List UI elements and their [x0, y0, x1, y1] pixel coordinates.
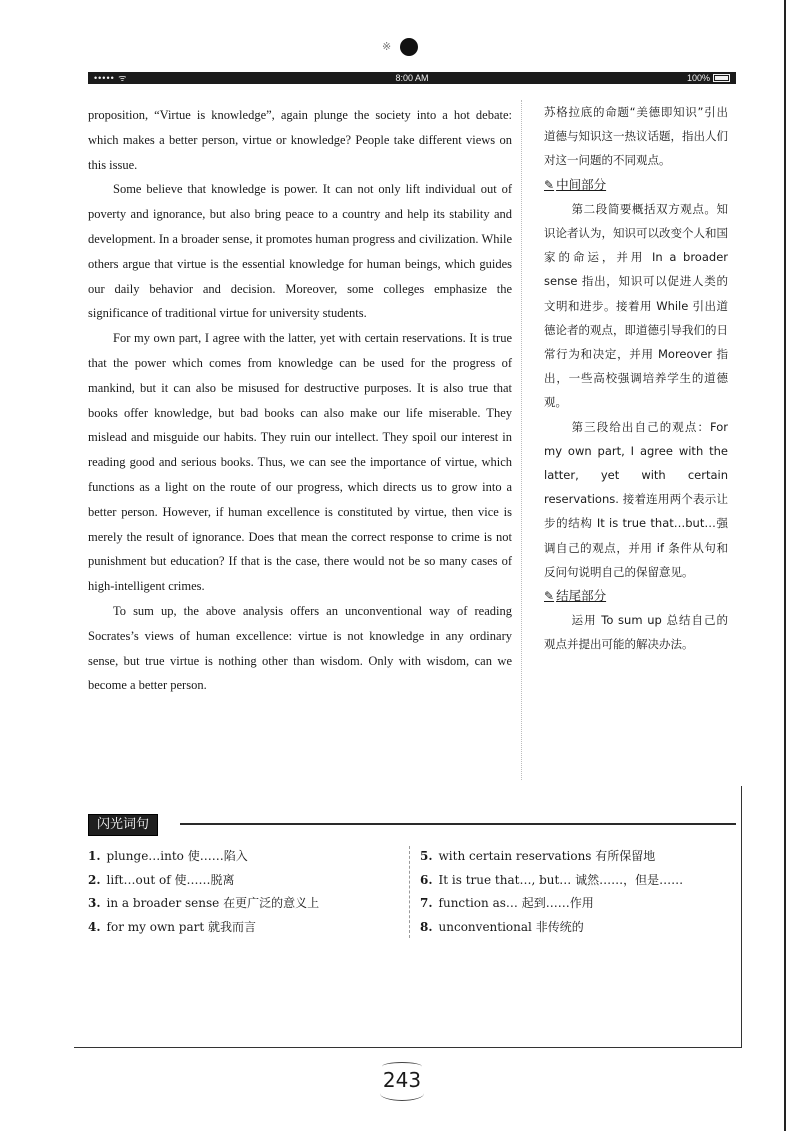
note-middle-p1: 第二段简要概括双方观点。知识论者认为，知识可以改变个人和国家的命运，并用 In a broader sense 指出，知识可以促进人类的文明和进步。接着用 While 引出道德论者的观点，即道德引导我们的日常行为和决定，并用 Moreover 指出，一些高校强调培养学生的道德观。 [544, 201, 728, 410]
ornament-dot [400, 38, 418, 56]
vocab-num: 4. [88, 919, 101, 934]
essay-paragraph-3: For my own part, I agree with the latter, yet with certain reservations. It is true that the power which comes from knowledge can be used for the progress of mankind, but it can also be misused for destructive purposes. It is also true that books offer knowledge, but bad books can also make our life miserable. They mislead and misguide our habits. They ruin our intellect. They spoil our interest in reading good and serious books. Thus, we can see the importance of virtue, which functions as a light on the route of our progress, which directs us to grow into a better person. However, if human excellence is constituted by virtue, then vice is merely the result of ignorance. Does that mean the correct response to crime is not punishment but education? If that is the case, there would not be so many cases of high-intelligent crimes. [88, 331, 512, 594]
vocab-text: with certain reservations 有所保留地 [438, 849, 656, 863]
vocab-text: in a broader sense 在更广泛的意义上 [106, 896, 320, 910]
status-time: 8:00 AM [395, 73, 429, 83]
column-divider [521, 100, 522, 780]
essay-paragraph-2: Some believe that knowledge is power. It can not only lift individual out of poverty and ignorance, but also bring peace to a country and help its stability and development. In a broader sense, it promotes human progress and civilization. While others argue that virtue is the essential knowledge for human beings, which guides our daily behavior and decision. Moreover, some colleges emphasize the significance of traditional virtue for university students. [88, 182, 512, 321]
pen-icon: ✎ [544, 177, 555, 192]
vocab-num: 2. [88, 872, 101, 887]
vocab-item [88, 845, 406, 869]
vocab-text: plunge…into 使……陷入 [106, 849, 248, 863]
vocab-text: for my own part 就我而言 [106, 919, 256, 934]
frame-bottom-rule [74, 1047, 742, 1048]
analysis-notes [544, 100, 728, 657]
note-middle-heading-text: 中间部分 [556, 176, 607, 192]
vocab-item [88, 916, 406, 940]
vocab-num: 8. [420, 919, 433, 934]
vocab-text: It is true that…, but… 诚然……，但是…… [438, 872, 684, 887]
vocab-item [88, 892, 406, 916]
vocab-item [420, 845, 736, 869]
vocab-num: 3. [88, 896, 101, 910]
vocab-num: 5. [420, 849, 433, 863]
note-end-p: 运用 To sum up 总结自己的观点并提出可能的解决办法。 [544, 613, 728, 652]
pen-icon: ✎ [544, 589, 555, 604]
essay-paragraph-1: proposition, “Virtue is knowledge”, again plunge the society into a hot debate: which makes a better person, virtue or knowledge? People take different views on this issue. [88, 108, 512, 172]
note-end-heading-text: 结尾部分 [556, 588, 607, 604]
vocab-num: 1. [88, 849, 101, 863]
note-intro: 苏格拉底的命题“美德即知识”引出道德与知识这一热议话题，指出人们对这一问题的不同观点。 [544, 105, 728, 168]
vocab-num: 7. [420, 896, 433, 910]
battery-percent: 100% [686, 73, 710, 83]
signal-text: ••••• [94, 73, 119, 83]
vocab-title: 闪光词句 [88, 814, 158, 836]
vocab-list-left [88, 845, 406, 939]
page-number: 243 [382, 1068, 422, 1092]
vocab-num: 6. [420, 872, 433, 887]
essay-paragraph-4: To sum up, the above analysis offers an unconventional way of reading Socrates’s views of human excellence: virtue is not knowledge in any ordinary sense, but true virtue is nothing other than wisdom. Only with wisdom, can we become a better person. [88, 603, 512, 693]
note-end-heading [544, 584, 728, 608]
battery-status [687, 72, 730, 84]
note-middle-heading [544, 173, 728, 197]
vocab-rule [180, 823, 736, 825]
page-number-badge [372, 1058, 432, 1108]
frame-right-rule [741, 786, 742, 1048]
vocab-item [420, 916, 736, 940]
essay-text [88, 103, 512, 698]
note-middle-p2: 第三段给出自己的观点：For my own part, I agree with the latter, yet with certain reservations. 接着连用两个表示让步的结构 It is true that…but…强调自己的观点，并用 if 条件从句和反问句说明自己的保留意见。 [544, 419, 728, 579]
vocab-text: function as… 起到……作用 [438, 896, 594, 910]
vocab-text: unconventional 非传统的 [438, 919, 584, 934]
vocab-item [420, 869, 736, 893]
wifi-icon: ᯤ [118, 73, 128, 83]
status-bar [88, 72, 736, 84]
vocab-header [88, 814, 736, 836]
vocab-divider [409, 846, 410, 938]
vocab-item [88, 869, 406, 893]
page-edge [784, 0, 786, 1131]
vocab-text: lift…out of 使……脱离 [106, 872, 235, 887]
vocab-list-right [420, 845, 736, 939]
battery-icon [713, 74, 730, 82]
page-number-arc-bottom [380, 1086, 424, 1101]
ornament-mark: ※ [382, 41, 392, 53]
top-ornament [382, 38, 422, 60]
vocab-item [420, 892, 736, 916]
